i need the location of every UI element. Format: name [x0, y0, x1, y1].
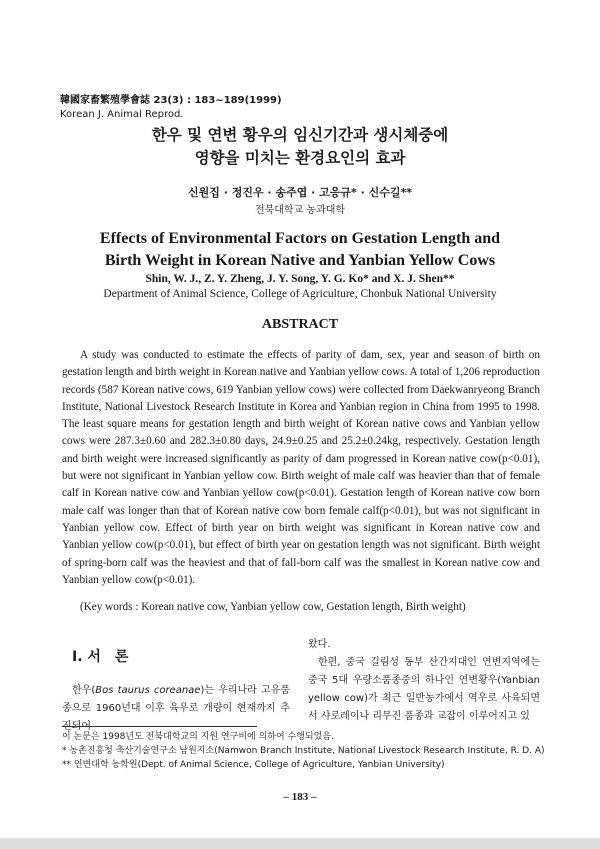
keywords: (Key words : Korean native cow, Yanbian yellow cow, Gestation length, Birth weight): [80, 601, 466, 613]
footnote-1: 이 논문은 1998년도 전북대학교의 지원 연구비에 의하여 수행되었음.: [62, 732, 334, 742]
species-name: Bos taurus coreanae: [95, 685, 201, 696]
korean-affiliation: 전북대학교 농과대학: [254, 205, 346, 216]
english-authors: Shin, W. J., Z. Y. Zheng, J. Y. Song, Y. G. Ko* and X. J. Shen**: [145, 273, 455, 285]
intro-left-paragraph: [62, 682, 290, 736]
footnote-3: ** 연변대학 농학원(Dept. of Animal Science, College of Agriculture, Yanbian University): [62, 760, 445, 770]
footnote-2: * 농촌진흥청 축산기술연구소 남원지소(Namwon Branch Institute, National Livestock Research Institute, R. D. A): [62, 746, 545, 756]
english-title: [0, 228, 600, 272]
korean-title-line-2: 영향을 미치는 환경요인의 효과: [194, 149, 406, 167]
abstract-body: A study was conducted to estimate the effects of parity of dam, sex, year and season of birth on gestation length and birth weight in Korean native and Yanbian yellow cows. A total of 1,206 reproduction records (587 Korean native cows, 619 Yanbian yellow cows) were collected from Daekwanryeong Branch Institute, National Livestock Research Institute in Korea and Yanbian region in China from 1995 to 1998. The least square means for gestation length and birth weight of Korean native cows and Yanbian yellow cows were 287.3±0.60 and 282.3±0.80 days, 24.9±0.25 and 25.2±0.24kg, respectively. Gestation length and birth weight were increased significantly as parity of dam progressed in Korean native cow(p<0.01), but were not significant in Yanbian yellow cow. Birth weight of male calf was heavier than that of female calf in Korean native cow and Yanbian yellow cow(p<0.01). Gestation length of Korean native cow born male calf was longer than that of Korean native cow born female calf(p<0.01), but was not significant in Yanbian yellow cow. Effect of birth year on birth weight was significant in Korean native cow and Yanbian yellow cow(p<0.01), but effect of birth year on gestation length was not significant. Birth weight of spring-born calf was the heaviest and that of fall-born calf was the smallest in Korean native cow and Yanbian yellow cow(p<0.01).: [62, 349, 540, 586]
page-number: – 183 –: [283, 791, 317, 803]
intro-left-post: )는 우리나라 고유품종으로 1960년대 이후 육우로 개량이 현재까지 추진되어: [62, 685, 290, 732]
footnotes: [62, 730, 545, 772]
journal-english-name: Korean J. Animal Reprod.: [60, 109, 184, 120]
intro-heading: Ⅰ. 서 론: [72, 649, 129, 665]
korean-title-line-1: 한우 및 연변 황우의 임신기간과 생시체중에: [151, 126, 449, 144]
english-title-line-2: Birth Weight in Korean Native and Yanbian Yellow Cows: [104, 252, 496, 269]
intro-right-paragraph-1: 왔다.: [308, 639, 331, 650]
intro-left-column: [62, 646, 290, 736]
footnote-divider: [62, 726, 257, 727]
journal-citation: 韓國家畜繁殖學會誌 23(3) : 183~189(1999): [60, 95, 282, 106]
intro-right-paragraph-2: 한편, 중국 길림성 동부 산간지대인 연변지역에는 중국 5대 우량소품종중의 하나인 연변황우(Yanbian yellow cow)가 최근 일반농가에서 역우로 사육되면서 샤로레이나 리무진 품종과 교잡이 이루어지고 있: [308, 657, 540, 722]
korean-authors: 신원집 · 정진우 · 송주엽 · 고응규* · 신수길**: [188, 186, 412, 199]
korean-title: [0, 124, 600, 170]
journal-header: [60, 94, 282, 122]
english-title-line-1: Effects of Environmental Factors on Gestation Length and: [99, 230, 501, 247]
intro-right-column: [308, 636, 540, 726]
abstract-heading: ABSTRACT: [261, 317, 339, 332]
intro-left-pre: 한우(: [72, 685, 96, 696]
scan-edge: [0, 838, 600, 849]
english-affiliation: Department of Animal Science, College of Agriculture, Chonbuk National University: [103, 288, 497, 300]
